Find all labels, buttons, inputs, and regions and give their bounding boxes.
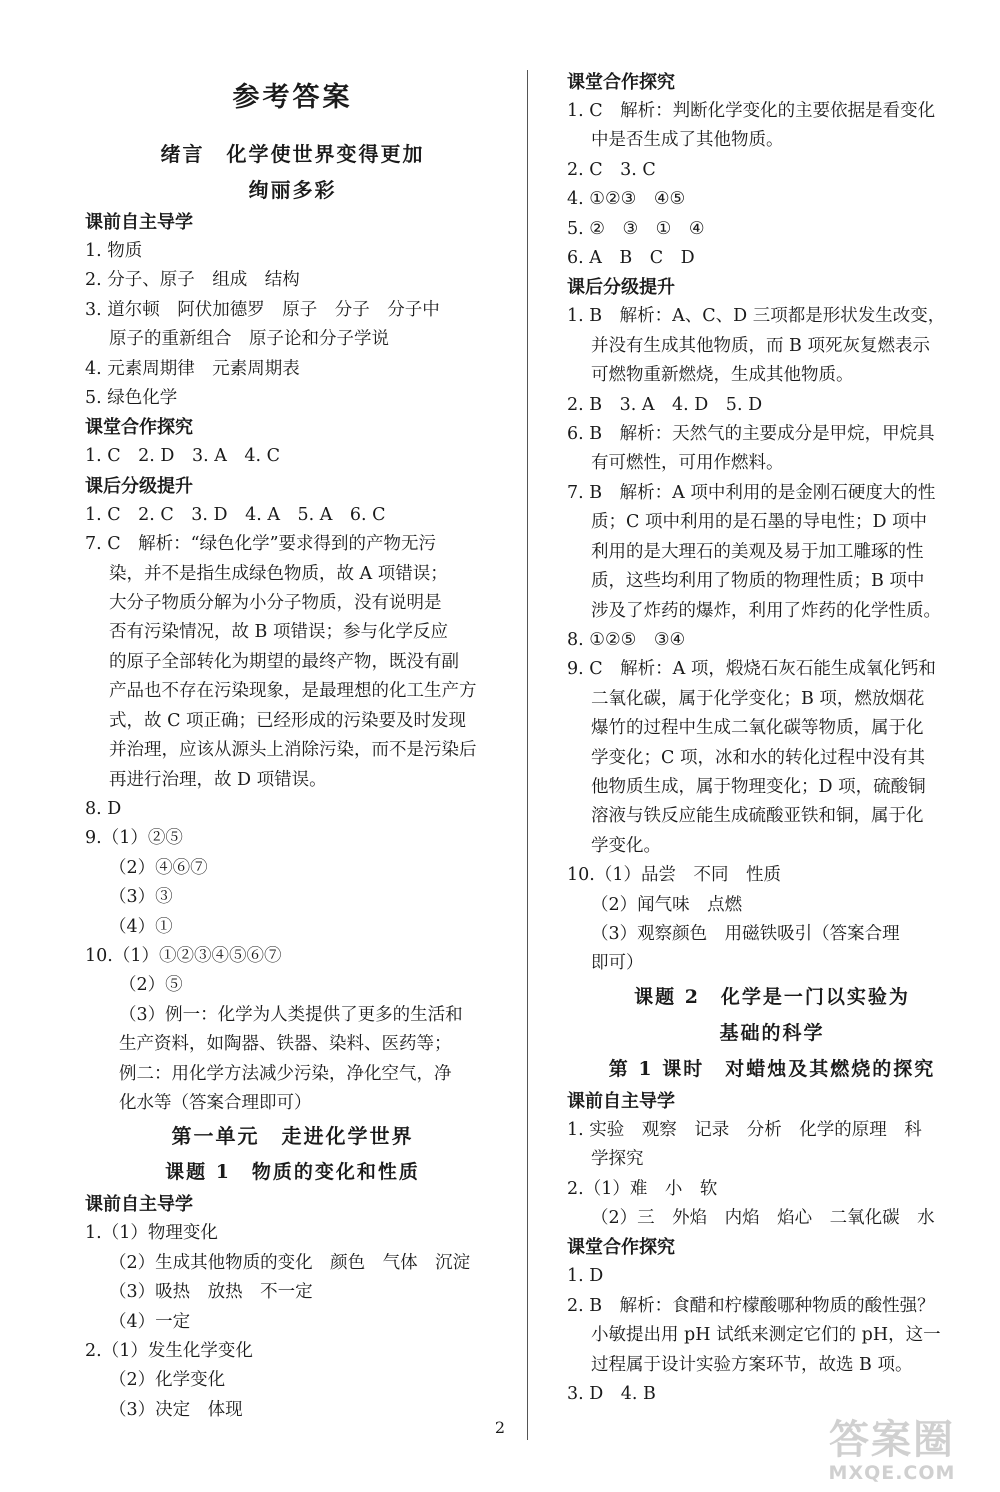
section-heading: 课前自主导学 <box>85 212 193 233</box>
answer-line: 3. D 4. B <box>567 1384 656 1405</box>
answer-line: 2.（1）难 小 软 <box>567 1178 718 1199</box>
answer-line: 学变化；C 项，冰和水的转化过程中没有其 <box>591 747 925 768</box>
answer-line: 染，并不是指生成绿色物质，故 A 项错误； <box>109 563 448 584</box>
answer-subline: （2）化学变化 <box>109 1370 226 1391</box>
answer-line: 1.（1）物理变化 <box>85 1223 218 1244</box>
answer-line: 2. B 3. A 4. D 5. D <box>567 394 763 415</box>
answer-line: 7. C 解析：“绿色化学”要求得到的产物无污 <box>85 534 437 555</box>
lesson-title: 课题 2 化学是一门以实验为 <box>634 985 910 1008</box>
answer-line: 过程属于设计实验方案环节，故选 B 项。 <box>591 1354 913 1375</box>
answer-line: 2. 分子、原子 组成 结构 <box>85 270 300 291</box>
answer-line: 式，故 C 项正确；已经形成的污染要及时发现 <box>109 710 467 731</box>
answer-line: 5. 绿色化学 <box>85 388 178 409</box>
answer-line: 1. C 2. C 3. D 4. A 5. A 6. C <box>85 504 386 525</box>
watermark-logo <box>802 1418 982 1486</box>
answer-line: 5. ② ③ ① ④ <box>567 218 705 239</box>
answer-subline: （2）三 外焰 内焰 焰心 二氧化碳 水 <box>591 1208 935 1228</box>
left-column <box>85 68 500 1425</box>
answer-line: 学探究 <box>591 1149 644 1170</box>
answer-subline: （3）③ <box>109 887 173 908</box>
answer-line: 1. 物质 <box>85 241 143 261</box>
answer-line: 涉及了炸药的爆炸，利用了炸药的化学性质。 <box>591 600 941 621</box>
answer-line: 8. D <box>85 798 122 819</box>
answer-line: 大分子物质分解为小分子物质，没有说明是 <box>109 593 442 614</box>
answer-line: 中是否生成了其他物质。 <box>591 130 784 151</box>
answer-line: 9. C 解析：A 项，煅烧石灰石能生成氧化钙和 <box>567 659 936 680</box>
section-heading: 课堂合作探究 <box>85 417 193 439</box>
answer-line: 并治理，应该从源头上消除污染，而不是污染后 <box>109 740 477 761</box>
section-heading: 课前自主导学 <box>567 1090 675 1112</box>
right-column <box>567 68 977 1409</box>
answer-subline: （3）例一：化学为人类提供了更多的生活和 <box>119 1004 463 1025</box>
chapter-title: 第一单元 走进化学世界 <box>171 1124 414 1149</box>
answer-line: 的原子全部转化为期望的最终产物，既没有副 <box>109 651 459 672</box>
answer-subline: 例二：用化学方法减少污染，净化空气，净 <box>119 1063 452 1084</box>
page-number: 2 <box>494 1418 506 1437</box>
answer-subline: 即可） <box>591 953 644 974</box>
answer-line: 1. D <box>567 1266 604 1287</box>
lesson-title: 课题 1 物质的变化和性质 <box>165 1161 420 1184</box>
answer-line: 再进行治理，故 D 项错误。 <box>109 769 327 790</box>
answer-subline: 生产资料，如陶器、铁器、染料、医药等； <box>119 1034 452 1055</box>
answer-line: 小敏提出用 pH 试纸来测定它们的 pH，这一 <box>591 1325 941 1346</box>
section-heading: 课后分级提升 <box>567 277 675 299</box>
answer-subline: （4）一定 <box>109 1311 191 1332</box>
answer-subline: （4）① <box>109 916 173 937</box>
answer-line: 1. B 解析：A、C、D 三项都是形状发生改变， <box>567 306 946 327</box>
section-heading: 课堂合作探究 <box>567 1237 675 1259</box>
answer-line: 溶液与铁反应能生成硫酸亚铁和铜，属于化 <box>591 806 924 827</box>
answer-subline: （2）④⑥⑦ <box>109 857 208 878</box>
answer-line: 爆竹的过程中生成二氧化碳等物质，属于化 <box>591 718 924 739</box>
answer-subline: （3）观察颜色 用磁铁吸引（答案合理 <box>591 923 900 944</box>
answer-line: 4. 元素周期律 元素周期表 <box>85 358 300 379</box>
answer-line: 二氧化碳，属于化学变化；B 项，燃放烟花 <box>591 688 925 709</box>
watermark-text-en: MXQE.COM <box>828 1462 956 1484</box>
answer-line: 7. B 解析：A 项中利用的是金刚石硬度大的性 <box>567 482 936 503</box>
chapter-title: 绪言 化学使世界变得更加 <box>160 142 425 166</box>
answer-line: 10.（1）①②③④⑤⑥⑦ <box>85 945 282 966</box>
answer-line: 可燃物重新燃烧，生成其他物质。 <box>591 365 854 386</box>
watermark-text-cn: 答案圈 <box>829 1417 955 1463</box>
chapter-title: 绚丽多彩 <box>248 178 337 202</box>
answer-line: 8. ①②⑤ ③④ <box>567 629 686 650</box>
answer-subline: 化水等（答案合理即可） <box>119 1092 312 1113</box>
answer-line: 有可燃性，可用作燃料。 <box>591 453 784 474</box>
answer-line: 否有污染情况，故 B 项错误；参与化学反应 <box>109 622 448 643</box>
answer-line: 产品也不存在污染现象，是最理想的化工生产方 <box>109 681 477 702</box>
answer-subline: （3）吸热 放热 不一定 <box>109 1282 313 1303</box>
column-divider <box>527 70 528 1440</box>
answer-subline: （2）闻气味 点燃 <box>591 894 743 915</box>
section-heading: 课后分级提升 <box>85 475 193 497</box>
answer-line: 2.（1）发生化学变化 <box>85 1341 253 1361</box>
answer-line: 2. B 解析：食醋和柠檬酸哪种物质的酸性强？ <box>567 1295 935 1316</box>
answer-line: 10.（1）品尝 不同 性质 <box>567 865 781 886</box>
answer-subline: （2）⑤ <box>119 975 183 996</box>
answer-line: 1. C 解析：判断化学变化的主要依据是看变化 <box>567 101 936 121</box>
section-heading: 课堂合作探究 <box>567 72 675 93</box>
section-heading: 课前自主导学 <box>85 1194 193 1216</box>
answer-line: 1. 实验 观察 记录 分析 化学的原理 科 <box>567 1119 922 1140</box>
answer-line: 6. B 解析：天然气的主要成分是甲烷，甲烷具 <box>567 424 935 445</box>
answer-line: 2. C 3. C <box>567 159 656 180</box>
answer-line: 4. ①②③ ④⑤ <box>567 189 686 210</box>
answer-subline: （2）生成其他物质的变化 颜色 气体 沉淀 <box>109 1252 471 1273</box>
answer-subline: （3）决定 体现 <box>109 1399 243 1420</box>
answer-line: 利用的是大理石的美观及易于加工雕琢的性 <box>591 541 924 562</box>
page-title: 参考答案 <box>232 82 353 113</box>
lesson-title: 基础的科学 <box>719 1021 825 1044</box>
answer-line: 质，这些均利用了物质的物理性质；B 项中 <box>591 571 925 592</box>
answer-line: 并没有生成其他物质，而 B 项死灰复燃表示 <box>591 335 930 356</box>
answer-line: 1. C 2. D 3. A 4. C <box>85 446 280 467</box>
answer-line: 质；C 项中利用的是石墨的导电性；D 项中 <box>591 512 928 533</box>
lesson-title: 第 1 课时 对蜡烛及其燃烧的探究 <box>608 1057 936 1080</box>
answer-line: 他物质生成，属于物理变化；D 项，硫酸铜 <box>591 776 926 797</box>
answer-line: 9.（1）②⑤ <box>85 828 183 849</box>
answer-line: 原子的重新组合 原子论和分子学说 <box>109 329 389 350</box>
answer-line: 学变化。 <box>591 835 661 856</box>
answer-line: 3. 道尔顿 阿伏加德罗 原子 分子 分子中 <box>85 299 440 320</box>
answer-line: 6. A B C D <box>567 248 695 269</box>
